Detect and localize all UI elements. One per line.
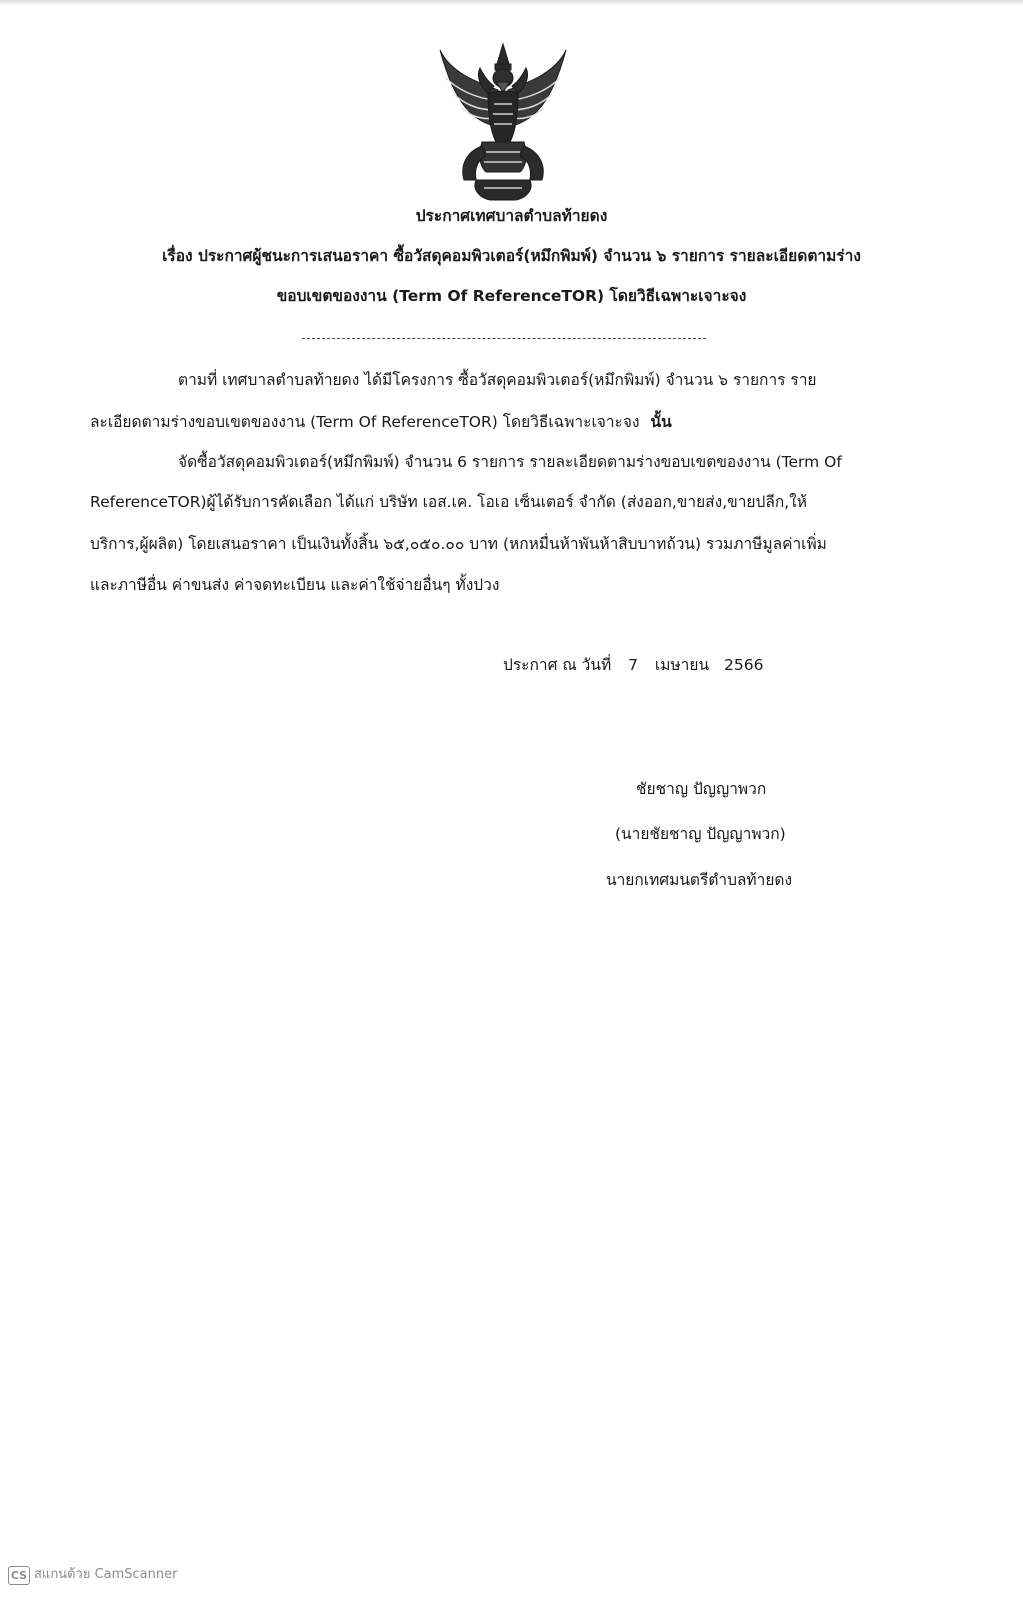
- document-title: ประกาศเทศบาลตำบลท้ายดง: [415, 207, 608, 225]
- paragraph-1-line-1: ตามที่ เทศบาลตำบลท้ายดง ได้มีโครงการ ซื้อวัสดุคอมพิวเตอร์(หมึกพิมพ์) จำนวน ๖ รายการ ราย: [178, 371, 817, 389]
- subject-line-2: ขอบเขตของงาน (Term Of ReferenceTOR) โดยวิธีเฉพาะเจาะจง: [276, 287, 747, 305]
- paragraph-1-ending: นั้น: [650, 413, 672, 431]
- date-prefix: ประกาศ ณ วันที่: [503, 656, 612, 674]
- paragraph-2-line-4: และภาษีอื่น ค่าขนส่ง ค่าจดทะเบียน และค่าใช้จ่ายอื่นๆ ทั้งปวง: [90, 576, 500, 594]
- signature-name: ชัยชาญ ปัญญาพวก: [636, 780, 767, 798]
- date-month: เมษายน: [654, 656, 710, 674]
- title-divider: [302, 338, 706, 339]
- signatory-printed-name: (นายชัยชาญ ปัญญาพวก): [615, 825, 786, 843]
- date-year: 2566: [723, 656, 764, 674]
- announcement-date: [503, 654, 763, 676]
- paragraph-2-line-2: ReferenceTOR)ผู้ได้รับการคัดเลือก ได้แก่ บริษัท เอส.เค. โอเอ เซ็นเตอร์ จำกัด (ส่งออก,ขายส่ง,ขายปลีก,ให้: [90, 493, 807, 511]
- camscanner-logo-icon: CS: [8, 1566, 30, 1585]
- subject-line-1: เรื่อง ประกาศผู้ชนะการเสนอราคา ซื้อวัสดุคอมพิวเตอร์(หมึกพิมพ์) จำนวน ๖ รายการ รายละเอียดตามร่าง: [162, 247, 861, 265]
- garuda-emblem-icon: [436, 42, 570, 202]
- camscanner-watermark: สแกนด้วย CamScanner: [34, 1567, 178, 1582]
- paragraph-1-line-2-text: ละเอียดตามร่างขอบเขตของงาน (Term Of ReferenceTOR) โดยวิธีเฉพาะเจาะจง: [90, 413, 640, 431]
- paragraph-2-line-1: จัดซื้อวัสดุคอมพิวเตอร์(หมึกพิมพ์) จำนวน 6 รายการ รายละเอียดตามร่างขอบเขตของงาน (Term Of: [178, 453, 842, 471]
- paragraph-2-line-3: บริการ,ผู้ผลิต) โดยเสนอราคา เป็นเงินทั้งสิ้น ๖๕,๐๕๐.๐๐ บาท (หกหมื่นห้าพันห้าสิบบาทถ้วน) รวมภาษีมูลค่าเพิ่ม: [90, 535, 827, 553]
- paragraph-1-line-2: [90, 411, 672, 433]
- signatory-position: นายกเทศมนตรีตำบลท้ายดง: [606, 871, 793, 889]
- scan-top-edge: [0, 0, 1023, 6]
- date-day: 7: [628, 656, 638, 674]
